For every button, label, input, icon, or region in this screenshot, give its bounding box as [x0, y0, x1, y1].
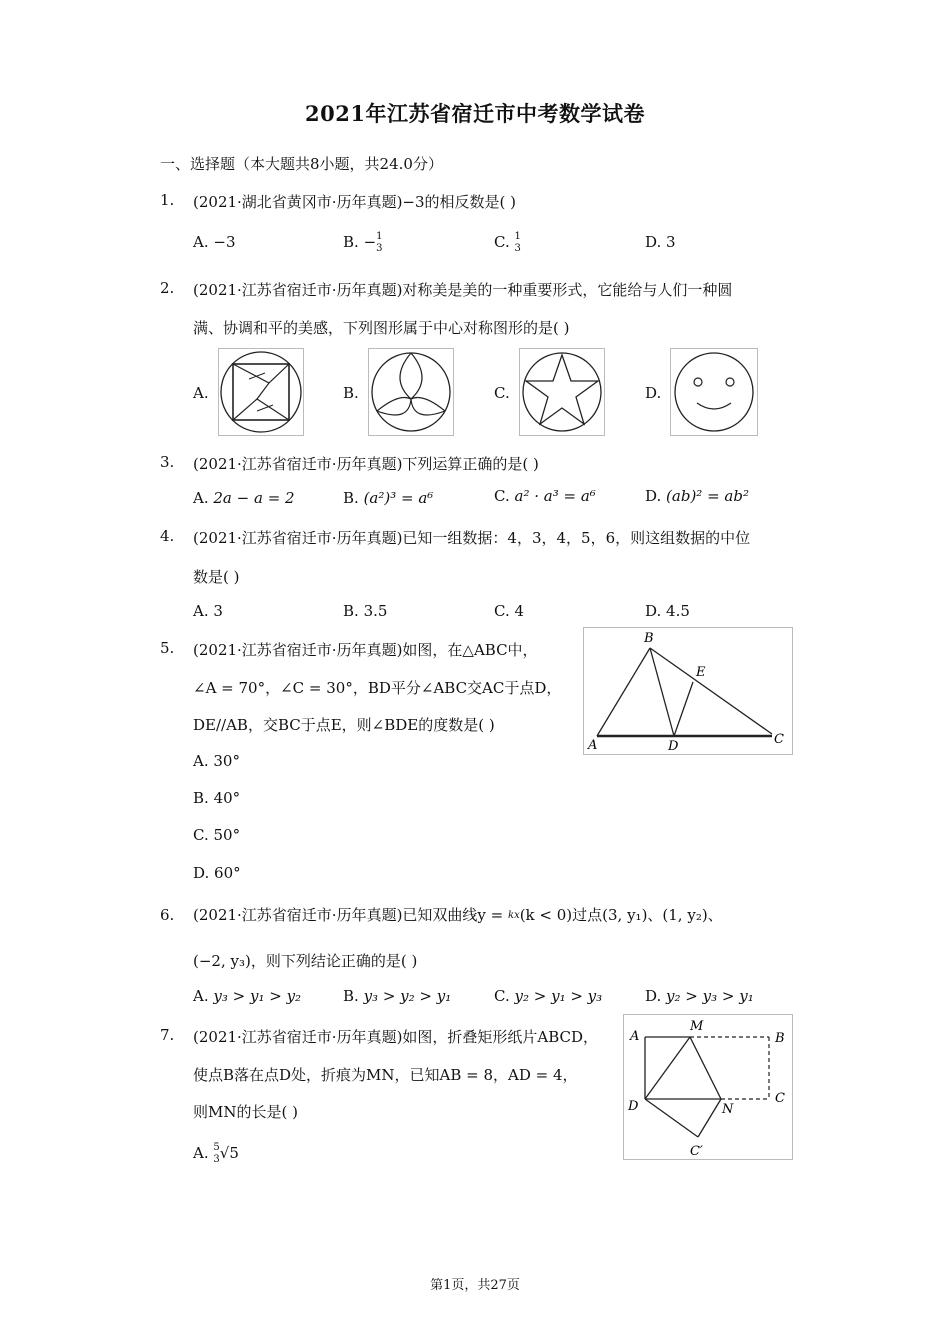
q7-stem-line2: 使点B落在点D处，折痕为MN，已知AB = 8，AD = 4，: [193, 1066, 578, 1084]
q3-number: 3.: [160, 453, 175, 471]
label-m: M: [690, 1019, 704, 1034]
page-title: 2021年江苏省宿迁市中考数学试卷: [305, 101, 645, 126]
q7-a-fraction: 5 3: [213, 1142, 220, 1165]
q4-number: 4.: [160, 527, 175, 545]
q1-option-b: B. − 1 3: [343, 231, 383, 254]
q5-stem-line2: ∠A = 70°，∠C = 30°，BD平分∠ABC交AC于点D，: [193, 679, 562, 697]
q2-figure-b: [368, 348, 454, 436]
q6-option-c: C. y₂ > y₁ > y₃: [494, 987, 603, 1005]
q4-option-d: D. 4.5: [645, 602, 690, 620]
q1-c-fraction: 1 3: [514, 231, 521, 254]
q2-stem-line2: 满、协调和平的美感，下列图形属于中心对称图形的是( ): [193, 319, 570, 337]
three-arc-circle-figure: [369, 349, 453, 435]
q5-stem-line3: DE//AB，交BC于点E，则∠BDE的度数是( ): [193, 716, 495, 734]
q2-option-c-label: C.: [494, 384, 510, 402]
q4-option-b: B. 3.5: [343, 602, 388, 620]
label-d: D: [668, 739, 679, 754]
q5-number: 5.: [160, 639, 175, 657]
q7-option-a: A. 5 3 √5: [193, 1142, 239, 1165]
q4-option-c: C. 4: [494, 602, 525, 620]
q2-figure-d: [670, 348, 758, 436]
folded-rectangle-diagram: [624, 1015, 792, 1159]
q2-option-a-label: A.: [193, 384, 209, 402]
smiley-face-figure: [671, 349, 757, 435]
q5-option-b: B. 40°: [193, 789, 241, 807]
label-c-prime: C′: [690, 1144, 703, 1159]
q3-stem: (2021·江苏省宿迁市·历年真题)下列运算正确的是( ): [193, 455, 539, 473]
q7-number: 7.: [160, 1026, 175, 1044]
q1-option-c: C. 1 3: [494, 231, 521, 254]
q1-option-a: A. −3: [193, 233, 236, 251]
q1-number: 1.: [160, 191, 175, 209]
q5-option-d: D. 60°: [193, 864, 241, 882]
q2-figure-a: [218, 348, 304, 436]
q2-option-d-label: D.: [645, 384, 662, 402]
q6-number: 6.: [160, 906, 175, 924]
q5-option-a: A. 30°: [193, 752, 240, 770]
section-heading: 一、选择题（本大题共8小题，共24.0分）: [160, 155, 443, 173]
q4-option-a: A. 3: [193, 602, 223, 620]
page-footer: 第1页，共27页: [430, 1278, 520, 1293]
label-a: A: [588, 738, 598, 753]
label-c: C: [774, 732, 784, 747]
label-d: D: [628, 1099, 639, 1114]
q3-option-c: C. a² · a³ = a⁶: [494, 487, 596, 505]
q6-stem-line2: (−2, y₃)，则下列结论正确的是( ): [193, 952, 418, 970]
q2-stem-line1: (2021·江苏省宿迁市·历年真题)对称美是美的一种重要形式，它能给与人们一种圆: [193, 281, 733, 299]
label-c: C: [775, 1091, 785, 1106]
q1-stem: (2021·湖北省黄冈市·历年真题)−3的相反数是( ): [193, 193, 516, 211]
star-in-circle-figure: [520, 349, 604, 435]
q6-option-d: D. y₂ > y₃ > y₁: [645, 987, 754, 1005]
label-a: A: [630, 1029, 640, 1044]
q5-triangle-figure: [583, 627, 793, 755]
label-b: B: [775, 1031, 785, 1046]
q4-stem-line2: 数是( ): [193, 568, 240, 586]
pinwheel-square-in-circle-figure: [219, 349, 303, 435]
q6-fraction: kx: [508, 910, 520, 921]
label-e: E: [696, 665, 706, 680]
q2-option-b-label: B.: [343, 384, 359, 402]
q5-stem-line1: (2021·江苏省宿迁市·历年真题)如图，在△ABC中，: [193, 641, 538, 659]
label-b: B: [644, 631, 654, 646]
triangle-abc-diagram: [584, 628, 792, 754]
q6-stem-line1: (2021·江苏省宿迁市·历年真题)已知双曲线y = kx(k < 0)过点(3, y₁)、(1, y₂)、: [193, 906, 723, 924]
label-n: N: [722, 1102, 734, 1117]
q7-stem-line3: 则MN的长是( ): [193, 1103, 298, 1121]
q2-number: 2.: [160, 279, 175, 297]
q1-b-fraction: 1 3: [376, 231, 383, 254]
q6-option-b: B. y₃ > y₂ > y₁: [343, 987, 452, 1005]
q3-option-a: A. 2a − a = 2: [193, 489, 295, 507]
q6-option-a: A. y₃ > y₁ > y₂: [193, 987, 302, 1005]
q5-option-c: C. 50°: [193, 826, 241, 844]
q3-option-b: B. (a²)³ = a⁶: [343, 489, 434, 507]
q1-option-d: D. 3: [645, 233, 676, 251]
q2-figure-c: [519, 348, 605, 436]
q7-rectangle-figure: [623, 1014, 793, 1160]
q4-stem-line1: (2021·江苏省宿迁市·历年真题)已知一组数据：4，3，4，5，6，则这组数据的中位: [193, 529, 751, 547]
q7-stem-line1: (2021·江苏省宿迁市·历年真题)如图，折叠矩形纸片ABCD，: [193, 1028, 599, 1046]
q3-option-d: D. (ab)² = ab²: [645, 487, 749, 505]
